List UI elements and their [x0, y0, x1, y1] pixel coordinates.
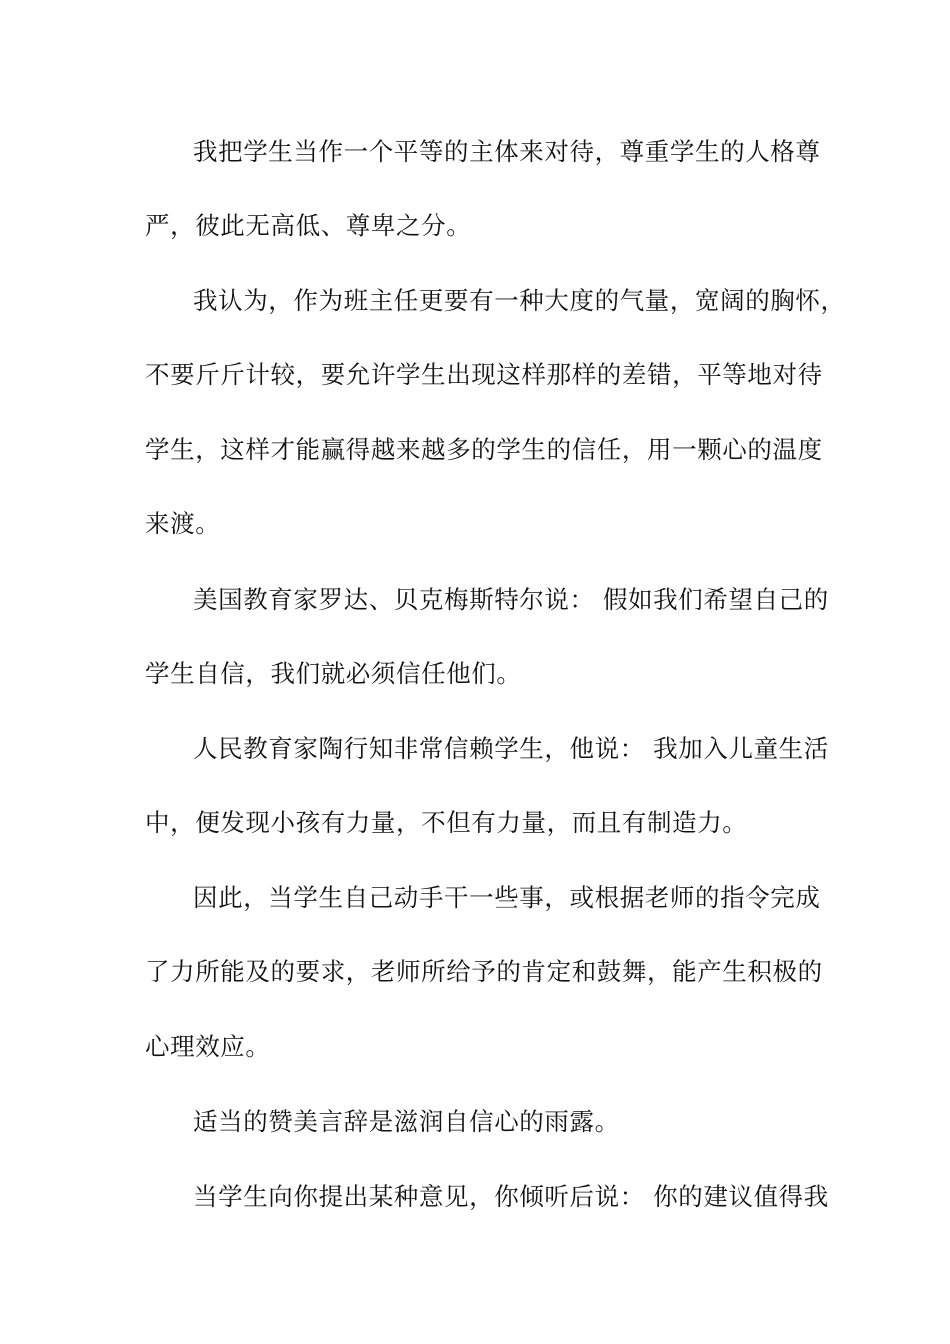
paragraph-3-line-2: 学生自信，我们就必须信任他们。	[145, 659, 522, 688]
paragraph-2-line-3: 学生，这样才能赢得越来越多的学生的信任，用一颗心的温度	[145, 435, 823, 464]
paragraph-2-line-2: 不要斤斤计较，要允许学生出现这样那样的差错，平等地对待	[145, 360, 823, 389]
paragraph-2-line-4: 来渡。	[145, 509, 221, 538]
paragraph-3-line-1: 美国教育家罗达、贝克梅斯特尔说： 假如我们希望自己的	[193, 585, 829, 614]
paragraph-4-line-2: 中，便发现小孩有力量，不但有力量，而且有制造力。	[145, 808, 748, 837]
paragraph-7-line-1: 当学生向你提出某种意见，你倾听后说： 你的建议值得我	[193, 1182, 829, 1211]
paragraph-1-line-1: 我把学生当作一个平等的主体来对待，尊重学生的人格尊	[193, 137, 821, 166]
paragraph-4-line-1: 人民教育家陶行知非常信赖学生，他说： 我加入儿童生活	[193, 734, 829, 763]
paragraph-5-line-3: 心理效应。	[145, 1032, 271, 1061]
paragraph-1-line-2: 严，彼此无高低、尊卑之分。	[145, 211, 472, 240]
paragraph-5-line-2: 了力所能及的要求，老师所给予的肯定和鼓舞，能产生积极的	[145, 957, 823, 986]
paragraph-6-line-1: 适当的赞美言辞是滋润自信心的雨露。	[193, 1107, 620, 1136]
paragraph-5-line-1: 因此，当学生自己动手干一些事，或根据老师的指令完成	[193, 883, 821, 912]
paragraph-2-line-1: 我认为，作为班主任更要有一种大度的气量，宽阔的胸怀，	[193, 286, 846, 315]
